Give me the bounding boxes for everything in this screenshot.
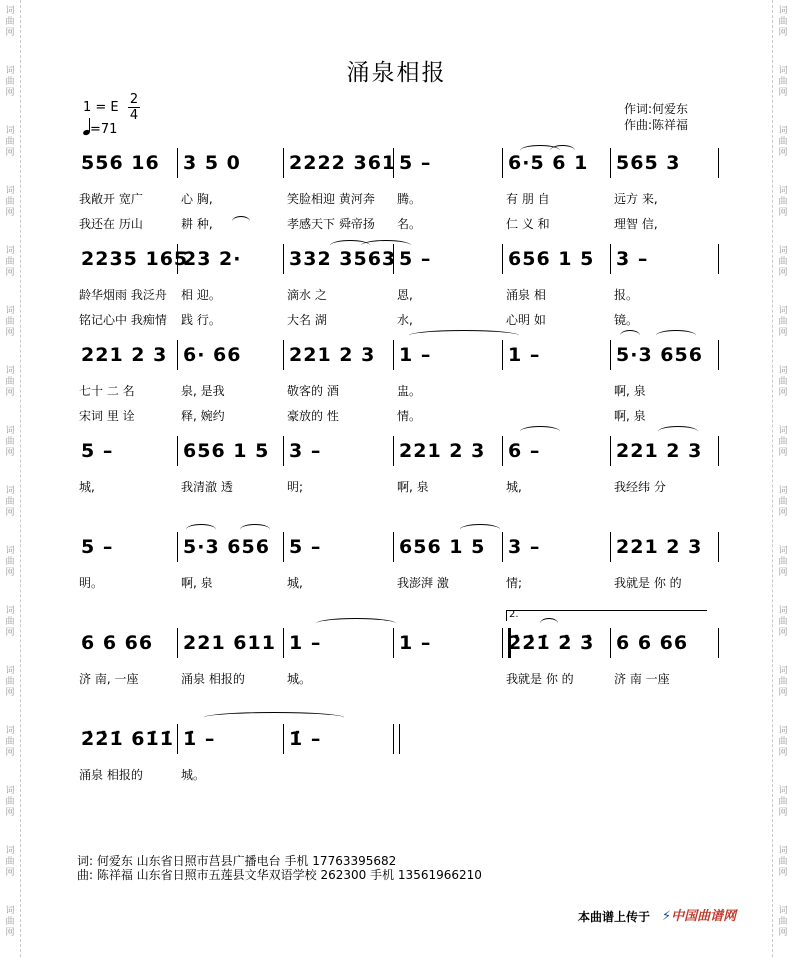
- watermark-text: 词 曲 网: [5, 606, 15, 638]
- lyric-text: 报。: [614, 288, 639, 302]
- staff-row: [77, 340, 722, 370]
- barline: [502, 244, 503, 274]
- lyric-text: 仁 义 和: [506, 217, 550, 231]
- measure-notes: 5 –: [81, 536, 114, 558]
- watermark-text: 词 曲 网: [5, 426, 15, 458]
- barline: [610, 532, 611, 562]
- measure-notes: 332 3563: [289, 248, 397, 270]
- lyric-text: 水,: [397, 313, 413, 327]
- watermark-text: 词 曲 网: [778, 786, 788, 818]
- barline: [718, 148, 719, 178]
- barline: [718, 244, 719, 274]
- measure-notes: 656 1 5: [508, 248, 595, 270]
- barline: [177, 436, 178, 466]
- watermark-text: 词 曲 网: [5, 126, 15, 158]
- measure-notes: 656 1 5: [183, 440, 270, 462]
- lyric-text: 城。: [181, 768, 206, 782]
- measure-notes: 2222 361: [289, 152, 397, 174]
- barline: [177, 628, 178, 658]
- watermark-text: 词 曲 网: [778, 366, 788, 398]
- tempo-value: =71: [90, 122, 118, 137]
- lyric-text: 腾。: [397, 192, 422, 206]
- key-signature: 1 = E: [83, 100, 119, 115]
- watermark-text: 词 曲 网: [5, 306, 15, 338]
- lyric-text: 龄华烟雨 我泛舟: [79, 288, 167, 302]
- measure-notes: 6 6 66: [81, 632, 154, 654]
- volta-label: 2.: [509, 609, 519, 620]
- barline: [610, 244, 611, 274]
- measure-notes: 221 2 3: [616, 536, 703, 558]
- time-signature: [128, 92, 140, 123]
- watermark-text: 词 曲 网: [5, 666, 15, 698]
- slur: [240, 524, 270, 535]
- slur: [409, 330, 519, 341]
- lyric-text: 我就是 你 的: [614, 576, 682, 590]
- watermark-text: 词 曲 网: [778, 846, 788, 878]
- lyric-text: 理智 信,: [614, 217, 658, 231]
- measure-notes: 1̇ –: [183, 728, 216, 750]
- slur: [361, 240, 411, 251]
- lyric-text: 泉, 是我: [181, 384, 225, 398]
- watermark-text: 词 曲 网: [778, 126, 788, 158]
- barline: [283, 532, 284, 562]
- volta-bracket: [506, 610, 707, 621]
- measure-notes: 221 611: [183, 632, 276, 654]
- lyric-text: 宋词 里 诠: [79, 409, 135, 423]
- measure-notes: 5·3 656: [183, 536, 270, 558]
- lyric-text: 啊, 泉: [614, 409, 646, 423]
- staff-row: [77, 532, 722, 562]
- barline: [393, 340, 394, 370]
- barline: [283, 244, 284, 274]
- watermark-text: 词 曲 网: [5, 786, 15, 818]
- lyric-text: 铭记心中 我痴情: [79, 313, 167, 327]
- measure-notes: 221 2 3: [616, 440, 703, 462]
- lyric-text: 大名 湖: [287, 313, 327, 327]
- measure-notes: 656 1 5: [399, 536, 486, 558]
- barline: [393, 724, 400, 754]
- measure-notes: 1 –: [399, 632, 432, 654]
- barline: [393, 628, 394, 658]
- barline: [718, 532, 719, 562]
- measure-notes: 221 2 3: [399, 440, 486, 462]
- watermark-text: 词 曲 网: [5, 246, 15, 278]
- watermark-text: 词 曲 网: [778, 546, 788, 578]
- measure-notes: 1 –: [399, 344, 432, 366]
- barline: [610, 340, 611, 370]
- watermark-text: 词 曲 网: [5, 726, 15, 758]
- song-title: 涌泉相报: [346, 60, 447, 86]
- watermark-text: 词 曲 网: [778, 726, 788, 758]
- measure-notes: 1̇ –: [289, 728, 322, 750]
- lyric-text: 我澎湃 激: [397, 576, 449, 590]
- watermark-text: 词 曲 网: [778, 606, 788, 638]
- lyric-text: 孝感天下 舜帝扬: [287, 217, 375, 231]
- lyric-text: 豪放的 性: [287, 409, 339, 423]
- measure-notes: 5·3 656: [616, 344, 703, 366]
- watermark-text: 词 曲 网: [5, 6, 15, 38]
- lyric-text: 心明 如: [506, 313, 546, 327]
- lyric-text: 笑脸相迎 黄河奔: [287, 192, 375, 206]
- lyric-text: 城。: [287, 672, 312, 686]
- measure-notes: 2235 165: [81, 248, 189, 270]
- barline: [283, 148, 284, 178]
- barline: [610, 436, 611, 466]
- measure-notes: 565 3: [616, 152, 681, 174]
- lyric-text: 滴水 之: [287, 288, 327, 302]
- barline: [718, 340, 719, 370]
- lyric-text: 恩,: [397, 288, 413, 302]
- lyric-text: 涌泉 相报的: [79, 768, 143, 782]
- watermark-text: 词 曲 网: [5, 486, 15, 518]
- measure-notes: 3 –: [508, 536, 541, 558]
- lyric-text: 啊, 泉: [614, 384, 646, 398]
- barline: [502, 436, 503, 466]
- lyric-text: 耕 种,: [181, 217, 213, 231]
- lyric-text: 涌泉 相: [506, 288, 546, 302]
- lyricist-credit: 作词:何爱东: [624, 102, 689, 116]
- barline: [177, 724, 178, 754]
- barline: [393, 436, 394, 466]
- watermark-text: 词 曲 网: [5, 906, 15, 938]
- measure-notes: 6·5 6 1: [508, 152, 589, 174]
- lyric-text: 相 迎。: [181, 288, 221, 302]
- measure-notes: 1 –: [289, 632, 322, 654]
- slur: [186, 524, 216, 535]
- lyric-text: 明;: [287, 480, 304, 494]
- watermark-text: 词 曲 网: [778, 666, 788, 698]
- slur: [204, 712, 344, 723]
- lyric-text: 我敞开 宽广: [79, 192, 143, 206]
- staff-row: [77, 724, 722, 754]
- barline: [610, 148, 611, 178]
- measure-notes: 5 –: [399, 248, 432, 270]
- measure-notes: 3 –: [616, 248, 649, 270]
- site-logo-text: 中国曲谱网: [671, 909, 737, 924]
- slur: [550, 145, 575, 156]
- watermark-text: 词 曲 网: [5, 366, 15, 398]
- measure-notes: 221 2 3: [289, 344, 376, 366]
- measure-notes: 23 2·: [183, 248, 242, 270]
- composer-credit: 作曲:陈祥福: [624, 118, 689, 132]
- footer-composer-contact: 曲: 陈祥福 山东省日照市五莲县文华双语学校 262300 手机 13561966210: [77, 868, 482, 882]
- slur: [460, 524, 500, 535]
- site-logo: ⚡中国曲谱网: [662, 909, 737, 924]
- watermark-text: 词 曲 网: [778, 66, 788, 98]
- lyric-text: 名。: [397, 217, 422, 231]
- measure-notes: 3 5 0: [183, 152, 241, 174]
- lyric-text: 心 胸,: [181, 192, 213, 206]
- lyric-text: 七十 二 名: [79, 384, 135, 398]
- lyric-text: 有 朋 自: [506, 192, 550, 206]
- measure-notes: 556 16: [81, 152, 160, 174]
- slur: [232, 216, 250, 227]
- barline: [283, 724, 284, 754]
- watermark-text: 词 曲 网: [778, 306, 788, 338]
- measure-notes: 2̇2̇1̇ 2̇ 3̇: [508, 632, 595, 654]
- time-signature-denominator: 4: [129, 108, 139, 123]
- watermark-text: 词 曲 网: [778, 186, 788, 218]
- lyric-text: 镜。: [614, 313, 639, 327]
- measure-notes: 6 6 66: [616, 632, 689, 654]
- measure-notes: 221 2 3: [81, 344, 168, 366]
- lyric-text: 践 行。: [181, 313, 221, 327]
- measure-notes: 6 –: [508, 440, 541, 462]
- watermark-text: 词 曲 网: [778, 426, 788, 458]
- barline: [177, 340, 178, 370]
- watermark-text: 词 曲 网: [778, 906, 788, 938]
- lyric-text: 盅。: [397, 384, 422, 398]
- barline: [283, 436, 284, 466]
- lyric-text: 情;: [506, 576, 523, 590]
- lyric-text: 济 南, 一座: [79, 672, 139, 686]
- barline: [502, 148, 503, 178]
- footer-lyricist-contact: 词: 何爱东 山东省日照市莒县广播电台 手机 17763395682: [77, 854, 397, 868]
- watermark-text: 词 曲 网: [778, 246, 788, 278]
- measure-notes: 5 –: [289, 536, 322, 558]
- barline: [718, 628, 719, 658]
- measure-notes: 1 –: [508, 344, 541, 366]
- barline: [502, 340, 503, 370]
- slur: [620, 330, 640, 341]
- lyric-text: 远方 来,: [614, 192, 658, 206]
- lyric-text: 城,: [287, 576, 303, 590]
- watermark-text: 词 曲 网: [5, 186, 15, 218]
- measure-notes: 3 –: [289, 440, 322, 462]
- lyric-text: 我就是 你 的: [506, 672, 574, 686]
- measure-notes: 6· 66: [183, 344, 242, 366]
- lyric-text: 啊, 泉: [181, 576, 213, 590]
- lyric-text: 城,: [79, 480, 95, 494]
- time-signature-numerator: 2: [129, 92, 139, 107]
- slur: [520, 426, 560, 437]
- lyric-text: 敬客的 酒: [287, 384, 339, 398]
- barline: [177, 532, 178, 562]
- lyric-text: 济 南 一座: [614, 672, 670, 686]
- lyric-text: 我经纬 分: [614, 480, 666, 494]
- upload-note: 本曲谱上传于: [578, 910, 651, 924]
- lyric-text: 城,: [506, 480, 522, 494]
- lyric-text: 情。: [397, 409, 422, 423]
- barline: [393, 532, 394, 562]
- slur: [540, 618, 558, 629]
- staff-row: [77, 436, 722, 466]
- barline: [283, 628, 284, 658]
- lyric-text: 释, 婉约: [181, 409, 225, 423]
- watermark-text: 词 曲 网: [778, 486, 788, 518]
- lyric-text: 我还在 历山: [79, 217, 143, 231]
- watermark-text: 词 曲 网: [5, 546, 15, 578]
- watermark-text: 词 曲 网: [778, 6, 788, 38]
- barline: [177, 148, 178, 178]
- measure-notes: 2̇2̇1̇ 61̇1̇: [81, 728, 174, 750]
- staff-row: [77, 148, 722, 178]
- slur: [658, 426, 698, 437]
- barline: [283, 340, 284, 370]
- lyric-text: 我清澈 透: [181, 480, 233, 494]
- lyric-text: 明。: [79, 576, 104, 590]
- slur: [316, 618, 396, 629]
- barline: [502, 532, 503, 562]
- watermark-text: 词 曲 网: [5, 846, 15, 878]
- measure-notes: 5 –: [81, 440, 114, 462]
- tempo-marking: [83, 118, 117, 137]
- watermark-text: 词 曲 网: [5, 66, 15, 98]
- lyric-text: 涌泉 相报的: [181, 672, 245, 686]
- measure-notes: 5 –: [399, 152, 432, 174]
- barline: [718, 436, 719, 466]
- barline: [610, 628, 611, 658]
- staff-row: [77, 628, 722, 658]
- slur: [656, 330, 696, 341]
- lyric-text: 啊, 泉: [397, 480, 429, 494]
